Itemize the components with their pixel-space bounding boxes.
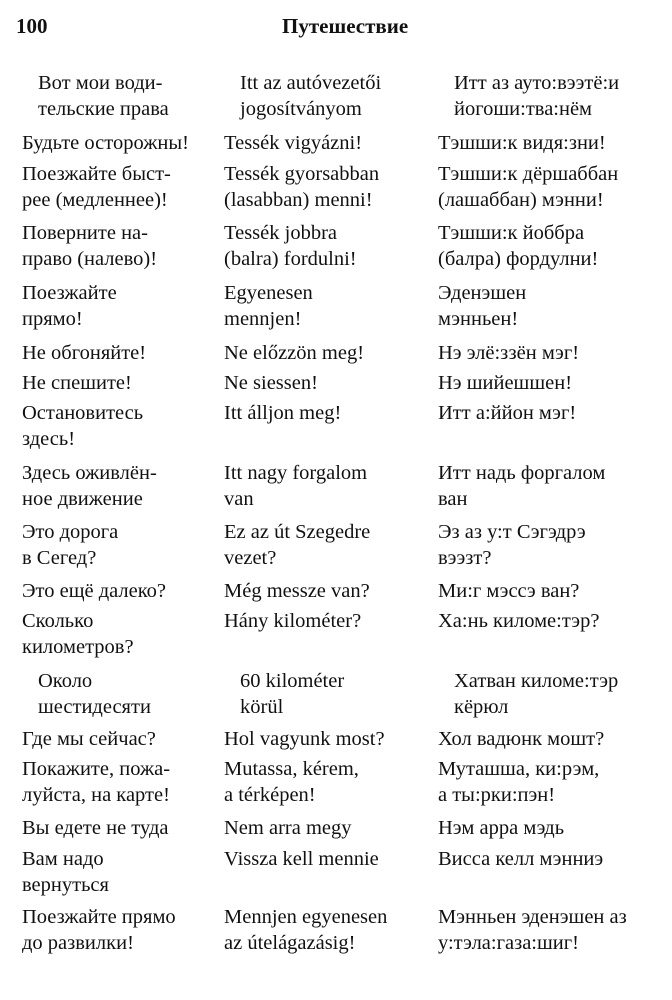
phrase-russian: Поезжайте прямо! bbox=[22, 282, 117, 330]
phrase-hungarian: Mennjen egyenesen az útelágazásig! bbox=[224, 906, 388, 954]
phrase-transcription: Висса келл мэнниэ bbox=[438, 848, 604, 870]
phrase-transcription: Нэ шийешшен! bbox=[438, 372, 573, 394]
phrase-hungarian: Itt az autóvezetői jogosítványom bbox=[240, 72, 382, 120]
phrase-hungarian: Tessék gyorsabban (lasabban) menni! bbox=[224, 163, 380, 211]
phrase-hungarian: Ne előzzön meg! bbox=[224, 342, 365, 364]
phrase-russian: Вам надо вернуться bbox=[22, 848, 109, 896]
phrase-transcription: Тэшши:к йоббра (балра) фордулни! bbox=[438, 222, 599, 270]
phrase-hungarian: Ez az út Szegedre vezet? bbox=[224, 521, 371, 569]
phrase-hungarian: 60 kilométer körül bbox=[240, 670, 345, 718]
phrase-transcription: Нэм арра мэдь bbox=[438, 817, 565, 839]
phrase-transcription: Тэшши:к дёршаббан (лашаббан) мэнни! bbox=[438, 163, 619, 211]
phrase-hungarian: Hol vagyunk most? bbox=[224, 728, 385, 750]
phrase-hungarian: Vissza kell mennie bbox=[224, 848, 379, 870]
phrase-hungarian: Mutassa, kérem, a térképen! bbox=[224, 758, 359, 806]
phrase-hungarian: Még messze van? bbox=[224, 580, 370, 602]
phrase-russian: Где мы сейчас? bbox=[22, 728, 156, 750]
phrase-russian: Поезжайте быст- рее (медленнее)! bbox=[22, 163, 171, 211]
phrase-transcription: Нэ элё:ззён мэг! bbox=[438, 342, 580, 364]
phrase-russian: Будьте осторожны! bbox=[22, 132, 189, 154]
phrase-russian: Покажите, пожа- луйста, на карте! bbox=[22, 758, 171, 806]
running-title: Путешествие bbox=[282, 14, 409, 38]
phrase-transcription: Итт надь форгалом ван bbox=[438, 462, 606, 510]
phrase-hungarian: Itt nagy forgalom van bbox=[224, 462, 368, 510]
phrase-russian: Около шестидесяти bbox=[38, 670, 151, 718]
phrase-russian: Это ещё далеко? bbox=[22, 580, 167, 602]
phrase-hungarian: Tessék jobbra (balra) fordulni! bbox=[224, 222, 357, 270]
phrase-hungarian: Egyenesen mennjen! bbox=[224, 282, 313, 330]
phrase-hungarian: Hány kilométer? bbox=[224, 610, 362, 632]
phrase-transcription: Эденэшен мэнньен! bbox=[438, 282, 527, 330]
phrase-transcription: Мэнньен эденэшен аз у:тэла:газа:шиг! bbox=[438, 906, 627, 954]
phrase-russian: Остановитесь здесь! bbox=[22, 402, 144, 450]
phrase-transcription: Ха:нь киломе:тэр? bbox=[438, 610, 600, 632]
phrase-transcription: Хол вадюнк мошт? bbox=[438, 728, 605, 750]
phrase-transcription: Ми:г мэссэ ван? bbox=[438, 580, 580, 602]
phrase-transcription: Эз аз у:т Сэгэдрэ вээзт? bbox=[438, 521, 586, 569]
phrase-russian: Это дорога в Сегед? bbox=[22, 521, 119, 569]
phrase-russian: Вот мои води- тельские права bbox=[38, 72, 169, 120]
phrase-hungarian: Nem arra megy bbox=[224, 817, 352, 839]
phrase-russian: Не спешите! bbox=[22, 372, 132, 394]
phrase-transcription: Итт аз ауто:вээтё:и йогоши:тва:нём bbox=[454, 72, 620, 120]
phrase-transcription: Итт а:ййон мэг! bbox=[438, 402, 577, 424]
phrase-russian: Сколько километров? bbox=[22, 610, 134, 658]
phrase-russian: Здесь оживлён- ное движение bbox=[22, 462, 157, 510]
phrase-hungarian: Itt álljon meg! bbox=[224, 402, 342, 424]
phrase-hungarian: Ne siessen! bbox=[224, 372, 318, 394]
phrase-hungarian: Tessék vigyázni! bbox=[224, 132, 363, 154]
phrase-russian: Не обгоняйте! bbox=[22, 342, 147, 364]
phrase-russian: Поезжайте прямо до развилки! bbox=[22, 906, 176, 954]
phrase-russian: Поверните на- право (налево)! bbox=[22, 222, 158, 270]
page-number: 100 bbox=[16, 14, 48, 38]
phrase-transcription: Муташша, ки:рэм, а ты:рки:пэн! bbox=[438, 758, 600, 806]
phrase-transcription: Хатван киломе:тэр кёрюл bbox=[454, 670, 619, 718]
phrase-transcription: Тэшши:к видя:зни! bbox=[438, 132, 606, 154]
phrase-russian: Вы едете не туда bbox=[22, 817, 169, 839]
